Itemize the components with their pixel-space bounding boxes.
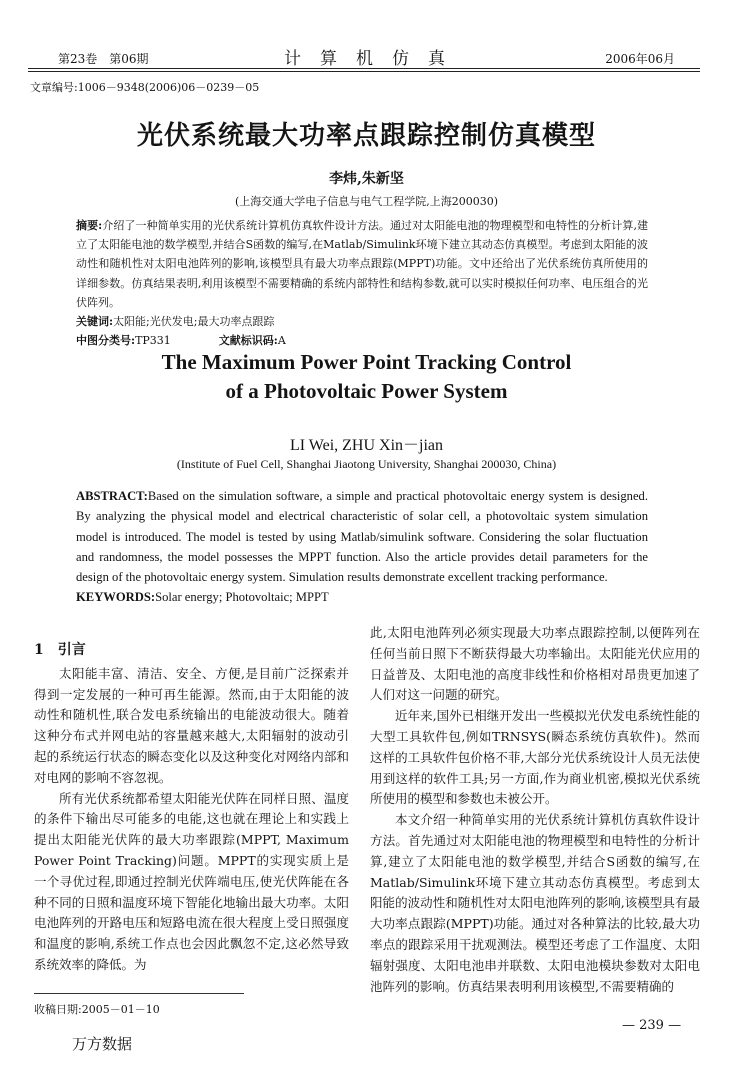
title-en-line1: The Maximum Power Point Tracking Control <box>161 350 572 374</box>
abstract-en-text: Based on the simulation software, a simple and practical photovoltaic energy system is designed. By analyzing the physical model and electrical characteristic of solar cell, a photovoltaic system simulation model is introduced. The model is tested by using Matlab/simulink software. Considering the solar fluctuation and randomness, the model possesses the MPPT function. Also the article provides detail parameters for the design of the photovoltaic energy system. Simulation results demonstrate excellent tracking performance. <box>76 489 648 585</box>
keywords-cn-label: 关键词: <box>76 315 114 329</box>
doc-code-value: A <box>277 334 286 348</box>
footnote-received-date: 收稿日期:2005－01－10 <box>34 1003 160 1016</box>
title-en-line2: of a Photovoltaic Power System <box>225 379 508 403</box>
footnote-rule <box>34 993 244 994</box>
clc-label: 中图分类号: <box>76 334 136 348</box>
header-journal-name: 计 算 机 仿 真 <box>284 49 446 69</box>
keywords-en <box>76 587 648 607</box>
article-number: 文章编号:1006－9348(2006)06－0239－05 <box>30 81 260 94</box>
authors-cn: 李炜,朱新坚 <box>329 171 404 187</box>
clc-value: TP331 <box>135 334 171 348</box>
affiliation-en: (Institute of Fuel Cell, Shanghai Jiaotong University, Shanghai 200030, China) <box>176 457 557 471</box>
authors-en: LI Wei, ZHU Xin－jian <box>289 437 444 454</box>
page-number: — 239 — <box>622 1018 682 1033</box>
paragraph: 此,太阳电池阵列必须实现最大功率点跟踪控制,以便阵列在任何当前日照下不断获得最大功率输出。太阳能光伏应用的日益普及、太阳电池的高度非线性和价格相对昂贵更加速了人们对这一问题的研究。 <box>370 625 700 703</box>
abstract-en-label: ABSTRACT: <box>76 489 148 503</box>
header-volume-issue: 第23卷 第06期 <box>58 52 149 66</box>
header-rule-thin <box>28 71 700 72</box>
title-en <box>0 348 733 406</box>
title-cn: 光伏系统最大功率点跟踪控制仿真模型 <box>136 121 596 151</box>
doc-code-label: 文献标识码: <box>218 334 278 348</box>
right-column <box>370 623 700 997</box>
paragraph: 近年来,国外已相继开发出一些模拟光伏发电系统性能的大型工具软件包,例如TRNSYS(瞬态系统仿真软件)。然而这样的工具软件包价格不菲,大部分光伏系统设计人员无法使用到这样的软件工具;另一方面,作为商业机密,模拟光伏系统所使用的模型和参数也未被公开。 <box>370 708 700 807</box>
keywords-en-text: Solar energy; Photovoltaic; MPPT <box>155 590 329 604</box>
abstract-en <box>76 486 648 587</box>
keywords-cn-text: 太阳能;光伏发电;最大功率点跟踪 <box>113 315 275 329</box>
abstract-cn-text: 介绍了一种简单实用的光伏系统计算机仿真软件设计方法。通过对太阳能电池的物理模型和电特性的分析计算,建立了太阳能电池的数学模型,并结合S函数的编写,在Matlab/Simulink环境下建立其动态仿真模型。考虑到太阳能的波动性和随机性对太阳电池阵列的影响,该模型具有最大功率点跟踪(MPPT)功能。文中还给出了光伏系统仿真所使用的详细参数。仿真结果表明,利用该模型不需要精确的系统内部特性和结构参数,就可以实时模拟任何功率、电压组合的光伏阵列。 <box>76 219 649 309</box>
section-heading: 1 引言 <box>34 642 86 658</box>
paragraph: 所有光伏系统都希望太阳能光伏阵在同样日照、温度的条件下输出尽可能多的电能,这也就在理论上和实践上提出太阳能光伏阵的最大功率跟踪(MPPT, Maximum Power Point Tracking)问题。MPPT的实现实质上是一个寻优过程,即通过控制光伏阵端电压,使光伏阵能在各种不同的日照和温度环境下智能化地输出最大功率。太阳电池阵列的开路电压和短路电流在很大程度上受日照强度和温度的影响,系统工作点也会因此飘忽不定,这必然导致系统效率的降低。为 <box>34 790 349 972</box>
watermark: 万方数据 <box>72 1035 133 1053</box>
left-column <box>34 640 349 976</box>
paragraph: 本文介绍一种简单实用的光伏系统计算机仿真软件设计方法。首先通过对太阳能电池的物理模型和电特性的分析计算,建立了太阳能电池的数学模型,并结合S函数的编写,在Matlab/Simulink环境下建立其动态仿真模型。考虑到太阳能的波动性和随机性对太阳电池阵列的影响,该模型具有最大功率点跟踪(MPPT)功能。通过对各种算法的比较,最大功率点的跟踪采用干扰观测法。模型还考虑了工作温度、太阳辐射强度、太阳电池串并联数、太阳电池模块参数对太阳电池阵列的影响。仿真结果表明利用该模型,不需要精确的 <box>370 812 700 994</box>
abstract-cn <box>76 216 648 350</box>
keywords-en-label: KEYWORDS: <box>76 590 156 604</box>
header-date: 2006年06月 <box>605 52 675 66</box>
abstract-cn-label: 摘要: <box>76 219 103 232</box>
affiliation-cn: (上海交通大学电子信息与电气工程学院,上海200030) <box>234 195 499 208</box>
header-rule <box>28 68 700 69</box>
paragraph: 太阳能丰富、清洁、安全、方便,是目前广泛探索并得到一定发展的一种可再生能源。然而,由于太阳能的波动性和随机性,联合发电系统输出的电能波动很大。随着这种分布式并网电站的容量越来越大,太阳辐射的波动引起的系统运行状态的瞬态变化以及这种变化对网络内部和对电网的影响不容忽视。 <box>34 665 349 785</box>
